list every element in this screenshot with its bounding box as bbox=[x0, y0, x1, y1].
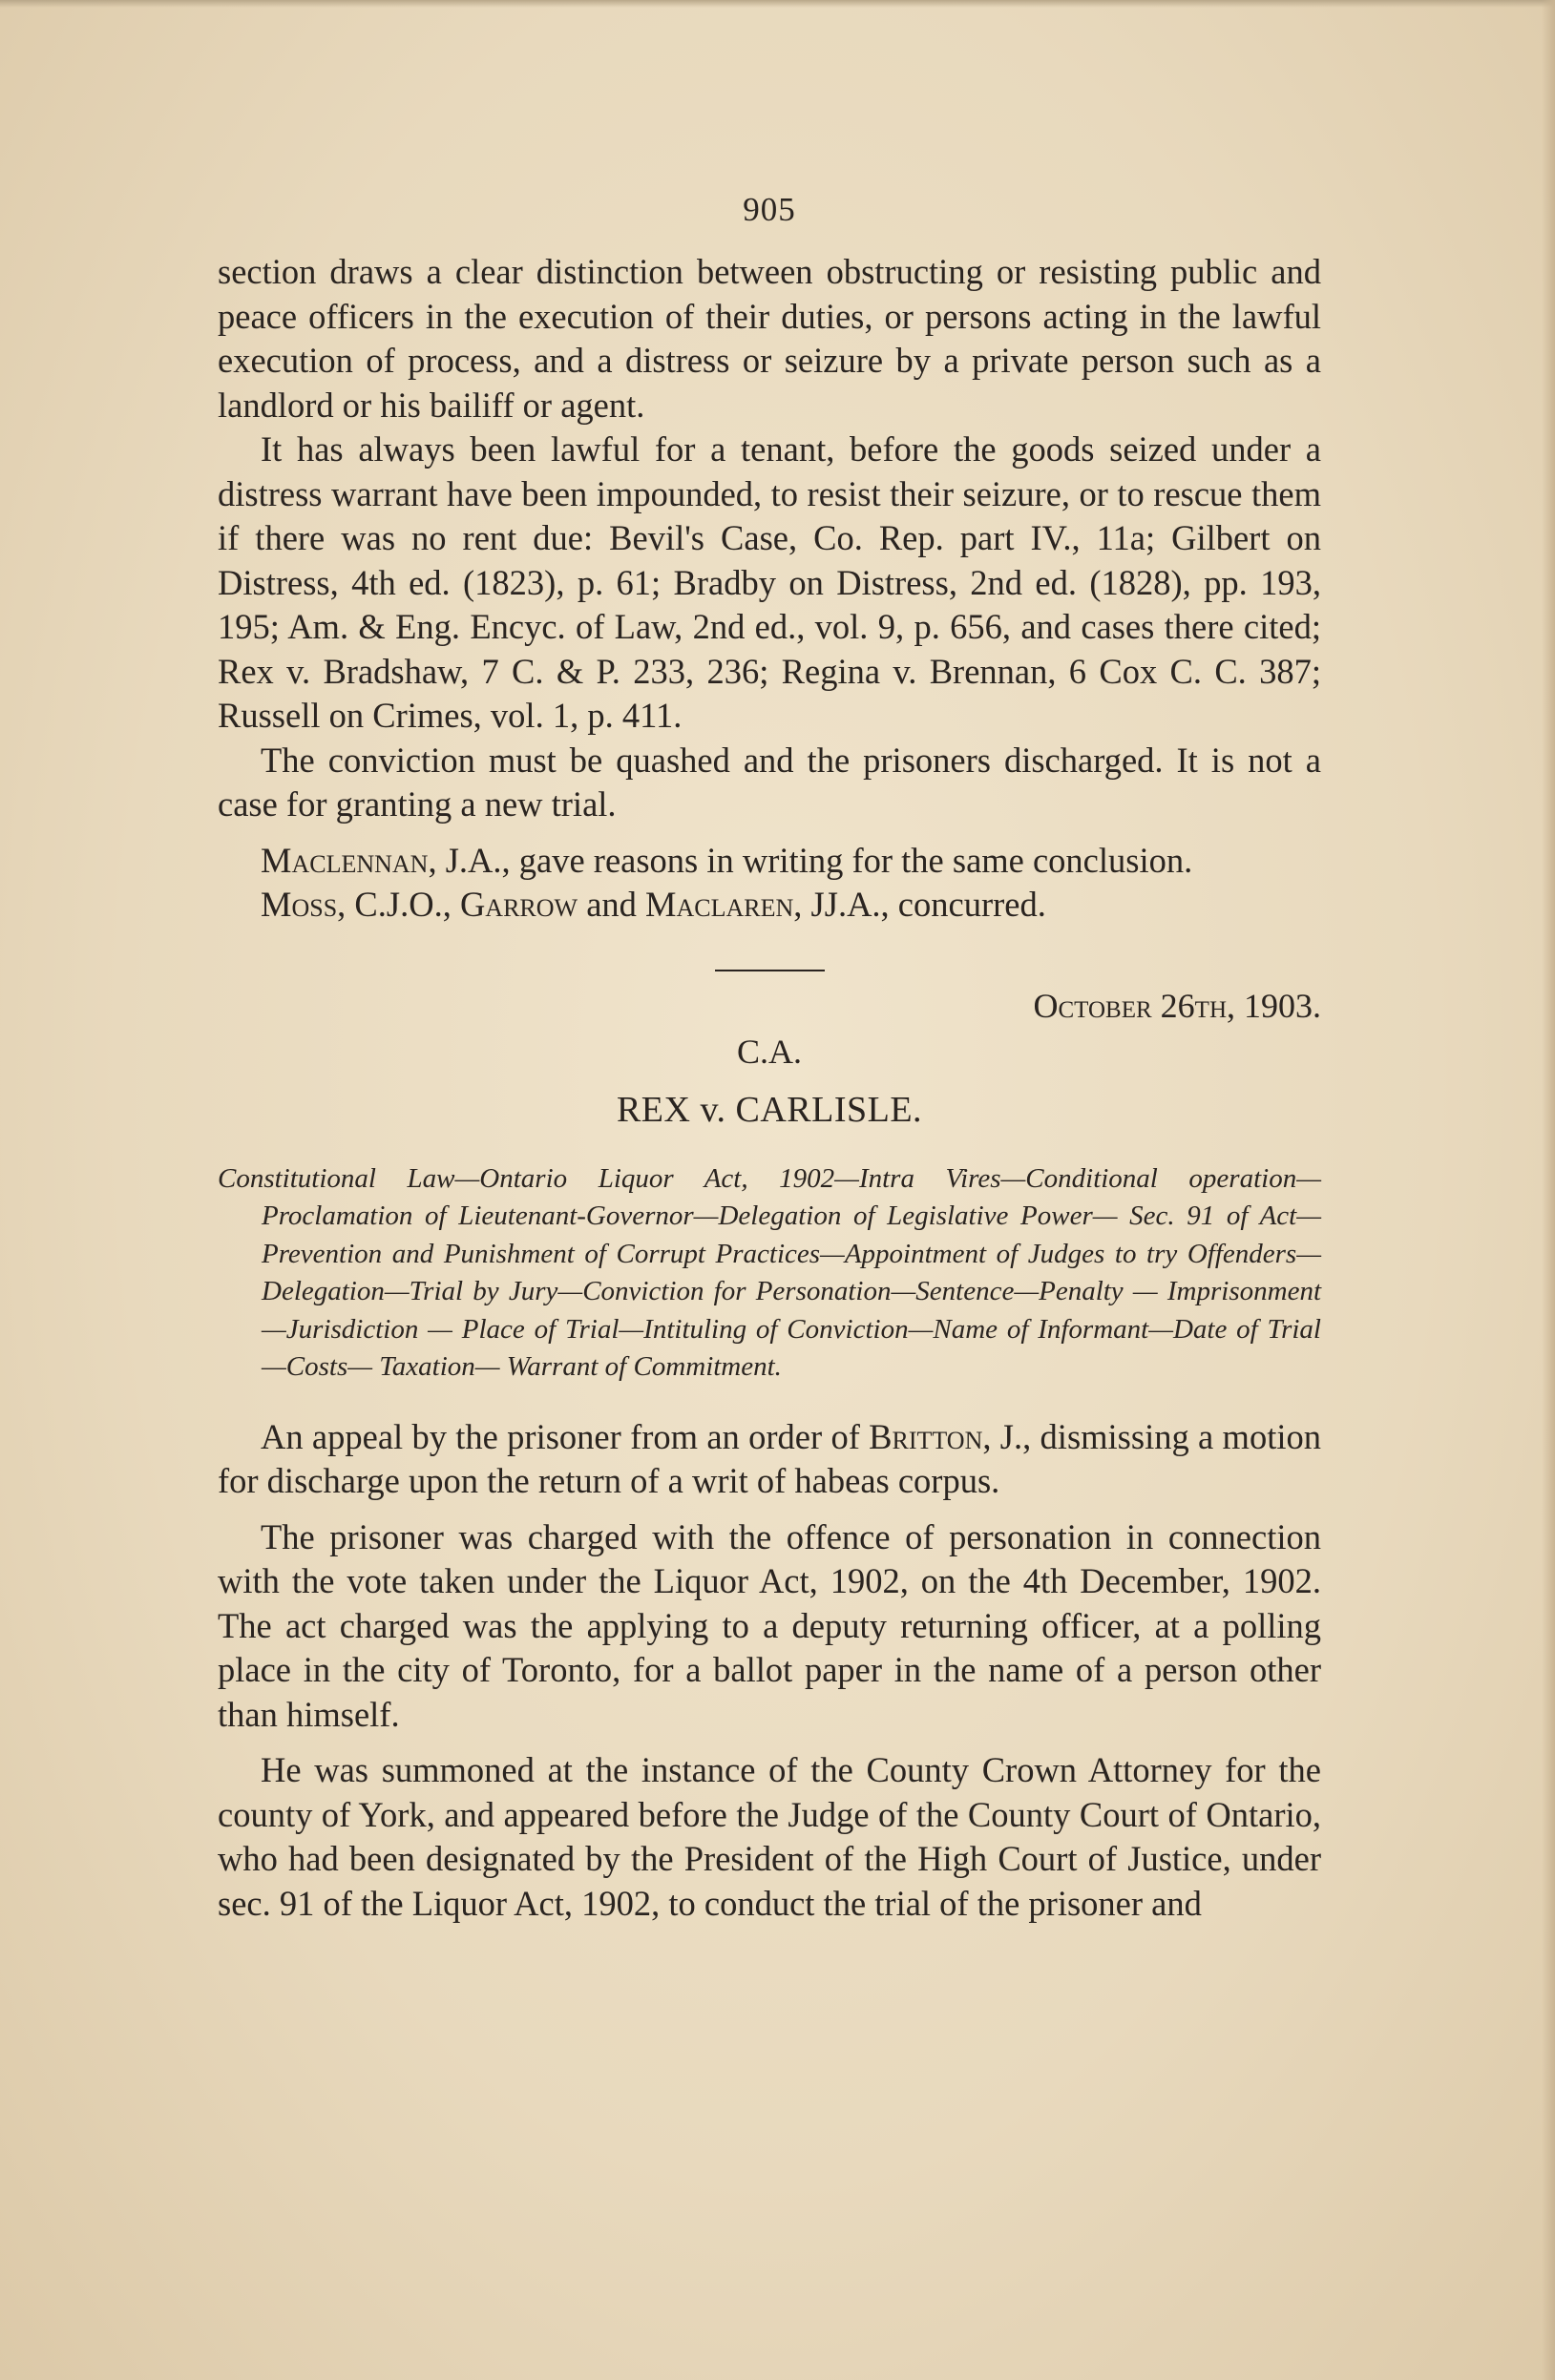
paragraph-continued: section draws a clear distinction between obstructing or resisting public and peace officers in the execution of their duties, or persons acting in the lawful execution of process, and a distress or seizure by a private person such as a landlord or his bailiff or agent. bbox=[218, 252, 1321, 425]
date-month: October bbox=[1033, 986, 1152, 1025]
section-divider bbox=[715, 970, 825, 971]
judge-name-moss: Moss bbox=[261, 885, 338, 924]
judge-name-britton: Britton bbox=[869, 1416, 983, 1456]
court-label: C.A. bbox=[736, 1032, 802, 1071]
spacer bbox=[218, 827, 1321, 839]
concurrence-text-2: and bbox=[578, 885, 646, 924]
judgment-date bbox=[218, 985, 1321, 1027]
appeal-text-1: An appeal by the prisoner from an order of bbox=[261, 1416, 870, 1456]
spacer bbox=[218, 1504, 1321, 1515]
paragraph-concurrence bbox=[218, 883, 1321, 928]
appeal-text-2: , J., dismissing a motion for discharge upon the return of a writ of habeas corpus. bbox=[218, 1416, 1321, 1500]
date-year: , 1903. bbox=[1227, 986, 1321, 1025]
concurrence-text-3: , JJ.A., concurred. bbox=[793, 885, 1046, 924]
paragraph-maclennan bbox=[218, 839, 1321, 884]
paragraph-summons: He was summoned at the instance of the County Crown Attorney for the county of York, and appeared before the Judge of the County Court of Ontario, who had been designated by the President of the High Court of Justice, under sec. 91 of the Liquor Act, 1902, to conduct the trial of the prisoner and bbox=[218, 1750, 1321, 1923]
paragraph-charge: The prisoner was charged with the offence of personation in connection with the vote taken under the Liquor Act, 1902, on the 4th December, 1902. The act charged was the applying to a deputy returning officer, at a polling place in the city of Toronto, for a ballot paper in the name of a person other than himself. bbox=[218, 1516, 1321, 1734]
judge-name-maclennan: Maclennan bbox=[261, 840, 429, 880]
page-edge-shadow bbox=[0, 0, 1555, 8]
concurrence-text-1: , C.J.O., bbox=[337, 885, 460, 924]
spacer bbox=[218, 1737, 1321, 1748]
maclennan-text: , J.A., gave reasons in writing for the same conclusion. bbox=[428, 840, 1193, 880]
page-edge-shadow-right bbox=[1542, 0, 1555, 2380]
judge-name-garrow: Garrow bbox=[459, 885, 578, 924]
page-number: 905 bbox=[743, 191, 796, 228]
headnote: Constitutional Law—Ontario Liquor Act, 1902—Intra Vires—Conditional operation—Proclamation of Lieutenant-Governor—Delegation of Legislative Power— Sec. 91 of Act—Prevention and Punishment of Corrupt Practices—Appointment of Judges to try Offenders—Delegation—Trial by Jury—Conviction for Personation—Sentence—Penalty — Imprisonment —Jurisdiction — Place of Trial—Intituling of Conviction—Name of Informant—Date of Trial—Costs— Taxation— Warrant of Commitment. bbox=[218, 1162, 1321, 1382]
paragraph-appeal bbox=[218, 1415, 1321, 1504]
judge-name-maclaren: Maclaren bbox=[645, 885, 794, 924]
date-day: 26th bbox=[1160, 986, 1227, 1025]
paragraph-tenant-rights: It has always been lawful for a tenant, before the goods seized under a distress warrant have been impounded, to resist their seizure, or to rescue them if there was no rent due: Bevil's Case, Co. Rep. part IV., 11a; Gilbert on Distress, 4th ed. (1823), p. 61; Bradby on Distress, 2nd ed. (1828), pp. 193, 195; Am. & Eng. Encyc. of Law, 2nd ed., vol. 9, p. 656, and cases there cited; Rex v. Bradshaw, 7 C. & P. 233, 236; Regina v. Brennan, 6 Cox C. C. 387; Russell on Crimes, vol. 1, p. 411. bbox=[218, 429, 1321, 735]
paragraph-conviction-quashed: The conviction must be quashed and the prisoners discharged. It is not a case for granting a new trial. bbox=[218, 740, 1321, 824]
book-page bbox=[218, 191, 1321, 1926]
case-title: REX v. CARLISLE. bbox=[616, 1089, 923, 1130]
